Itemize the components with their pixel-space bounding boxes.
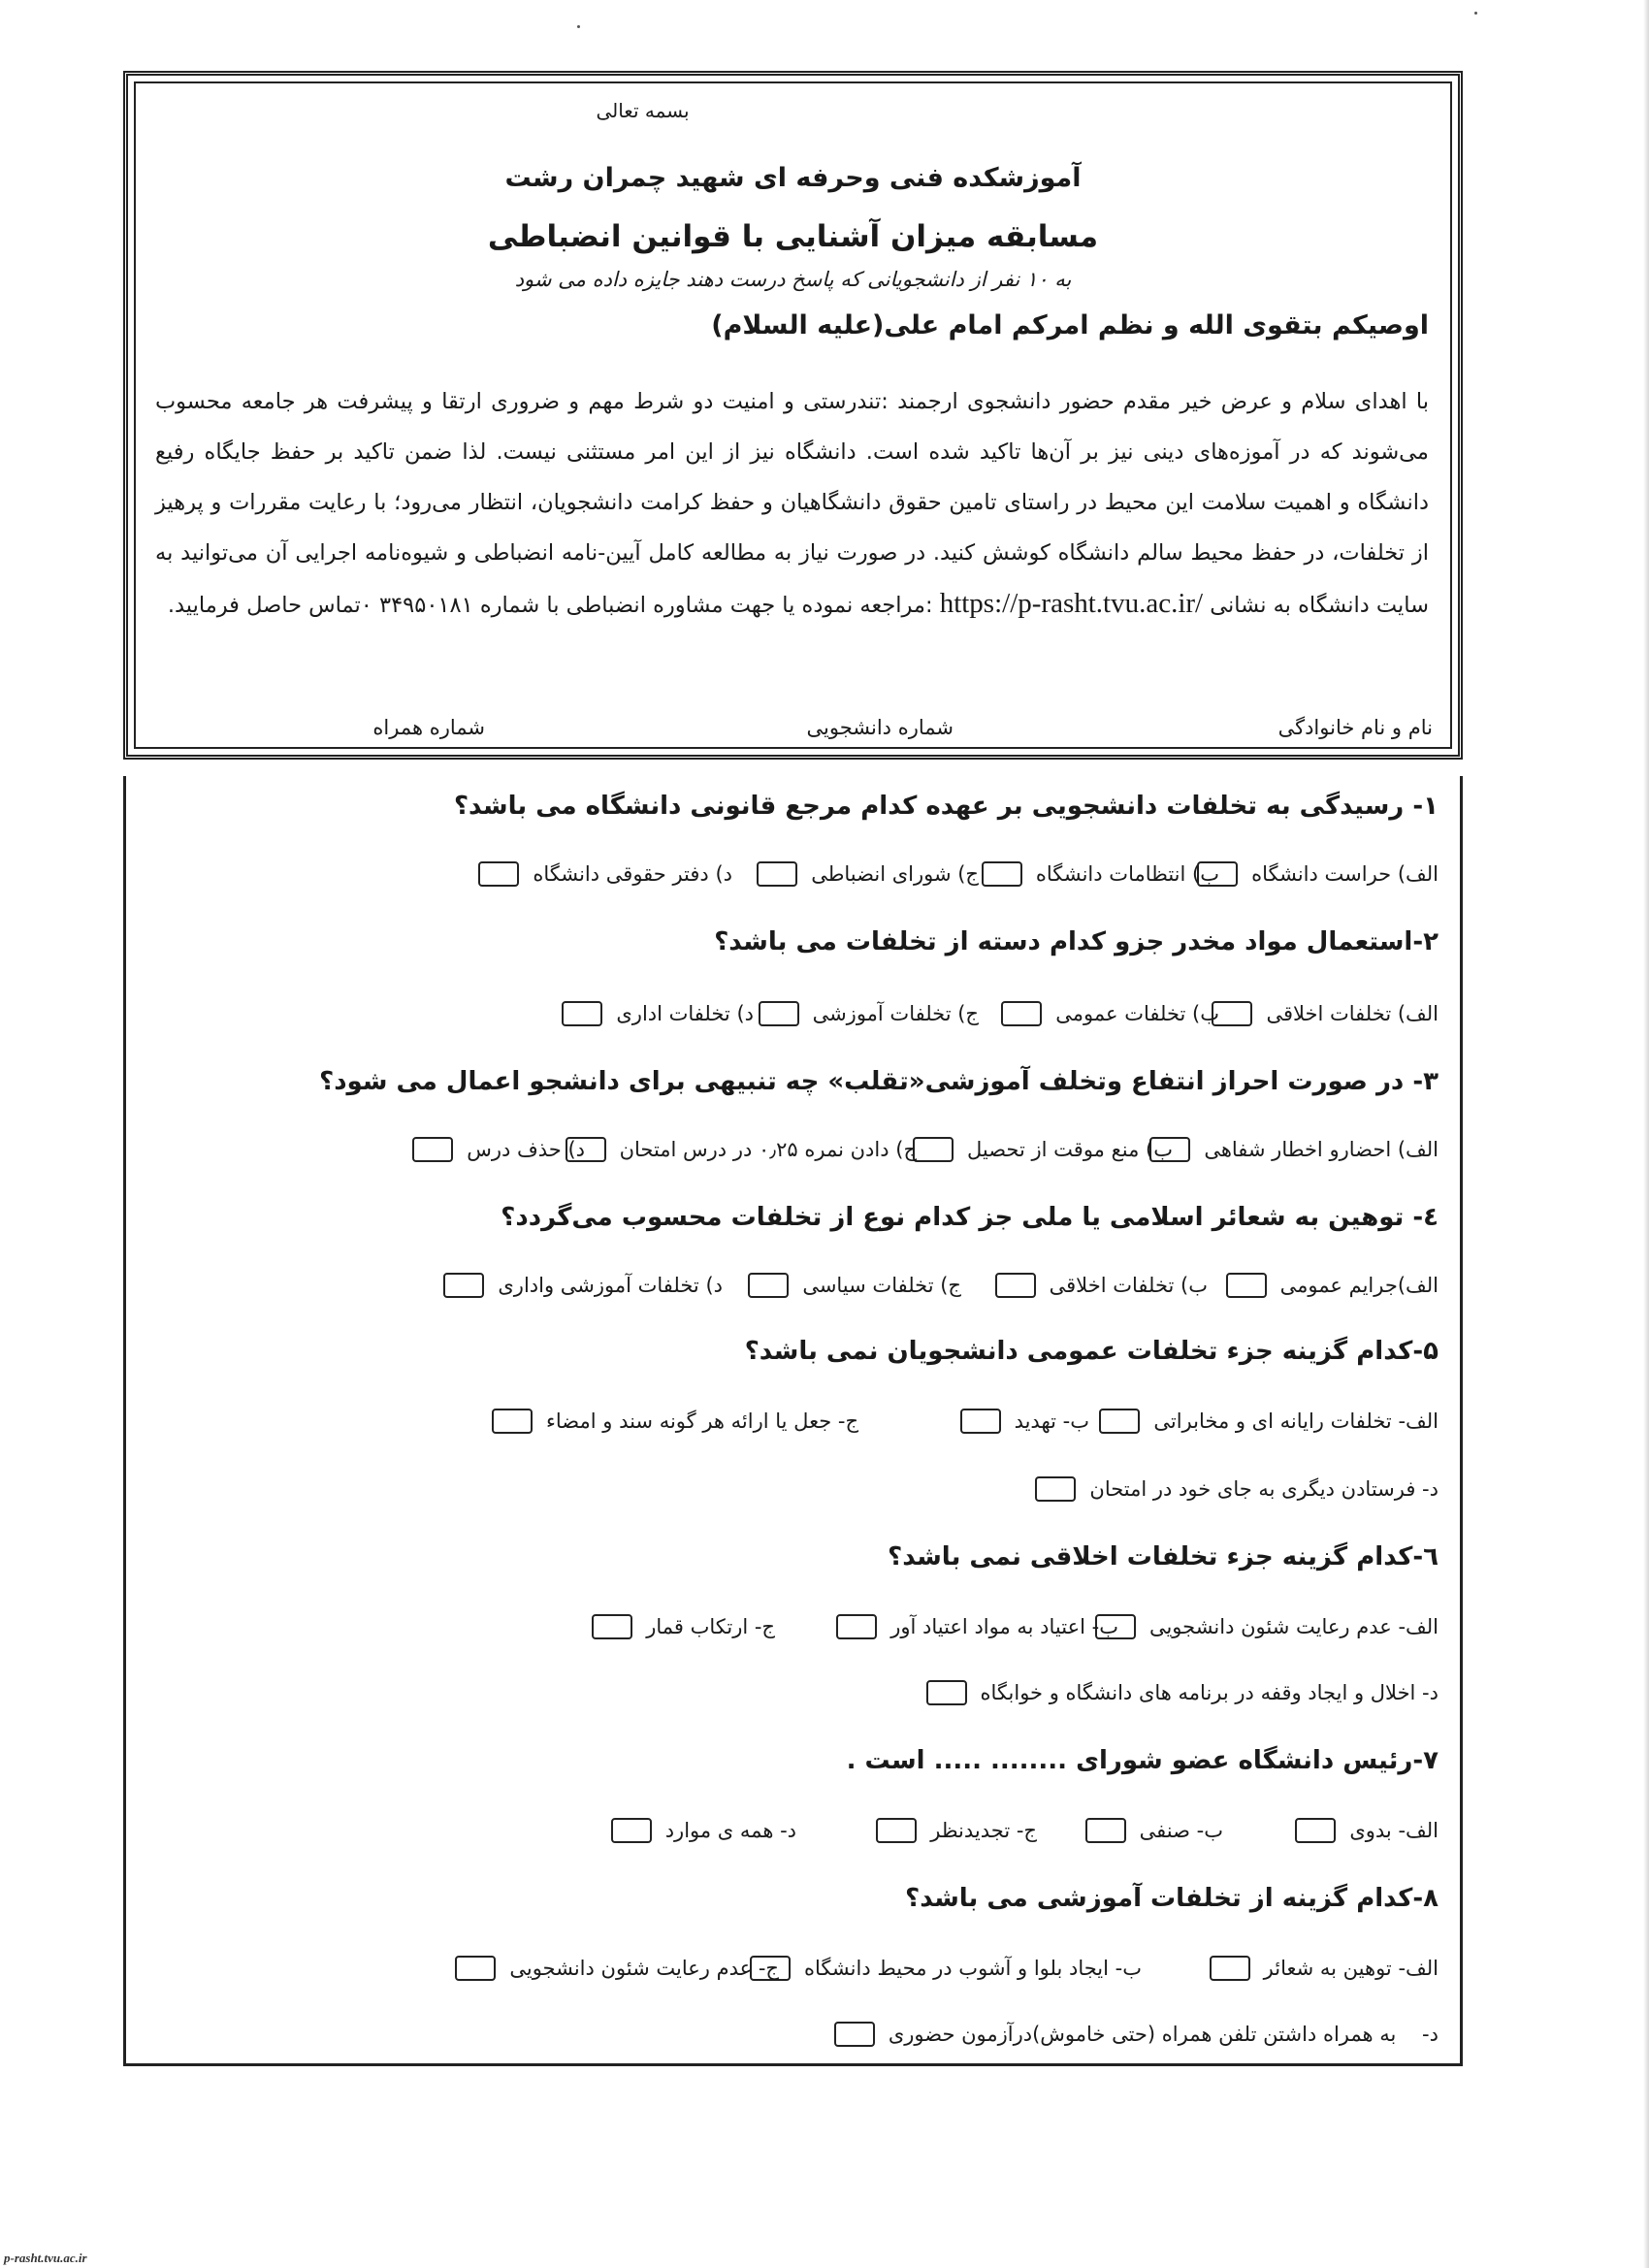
option-label: الف- توهین به شعائر [1263, 1957, 1439, 1980]
question-4-option-c[interactable] [748, 1273, 961, 1298]
answer-checkbox[interactable] [913, 1137, 954, 1162]
option-label: د- همه ی موارد [664, 1819, 796, 1842]
answer-checkbox[interactable] [443, 1273, 484, 1298]
option-label: الف)جرایم عمومی [1279, 1274, 1439, 1297]
question-3-title: ۳- در صورت احراز انتفاع وتخلف آموزشی«تقلب» چه تنبیهی برای دانشجو اعمال می شود؟ [319, 1067, 1439, 1096]
question-3-option-d[interactable] [412, 1137, 585, 1162]
answer-checkbox[interactable] [611, 1818, 652, 1843]
answer-checkbox[interactable] [876, 1818, 917, 1843]
answer-checkbox[interactable] [1295, 1818, 1336, 1843]
question-6-option-c[interactable] [592, 1614, 775, 1639]
question-3-option-a[interactable] [1149, 1137, 1439, 1162]
option-label: ج) دادن نمره ۰٫۲۵ در درس امتحان [619, 1138, 917, 1161]
question-7-option-a[interactable] [1295, 1818, 1439, 1843]
answer-checkbox[interactable] [757, 861, 797, 887]
question-4-option-a[interactable] [1226, 1273, 1439, 1298]
answer-checkbox[interactable] [836, 1614, 877, 1639]
answer-checkbox[interactable] [478, 861, 519, 887]
option-label: ب- اعتیاد به مواد اعتیاد آور [890, 1615, 1118, 1638]
question-3-option-c[interactable] [566, 1137, 917, 1162]
question-5-title: ۵-کدام گزینه جزء تخلفات عمومی دانشجویان نمی باشد؟ [744, 1337, 1439, 1366]
question-7-title: ۷-رئیس دانشگاه عضو شورای ........ ..... است . [846, 1746, 1439, 1775]
option-label: الف) حراست دانشگاه [1251, 862, 1439, 886]
field-name-label: نام و نام خانوادگی [1277, 716, 1433, 739]
answer-checkbox[interactable] [960, 1409, 1001, 1434]
intro-text-part2: :مراجعه نموده یا جهت مشاوره انضباطی با شماره ۳۴۹۵۰۱۸۱ ۰تماس حاصل فرمایید. [167, 593, 933, 618]
answer-checkbox[interactable] [834, 2022, 875, 2047]
question-8-title: ۸-کدام گزینه از تخلفات آموزشی می باشد؟ [905, 1884, 1439, 1913]
answer-checkbox[interactable] [562, 1001, 602, 1026]
question-7-option-c[interactable] [876, 1818, 1037, 1843]
option-label: د- فرستادن دیگری به جای خود در امتحان [1089, 1477, 1439, 1501]
prize-note: به ۱۰ نفر از دانشجویانی که پاسخ درست دهند جایزه داده می شود [514, 268, 1072, 291]
question-1-option-a[interactable] [1197, 861, 1439, 887]
answer-checkbox[interactable] [1035, 1476, 1076, 1502]
question-5-option-c[interactable] [492, 1409, 858, 1434]
scan-edge [1643, 0, 1649, 2268]
question-2-option-b[interactable] [1001, 1001, 1219, 1026]
question-4-title: ٤- توهین به شعائر اسلامی یا ملی جز کدام نوع از تخلفات محسوب می‌گردد؟ [501, 1203, 1439, 1232]
option-label: ب- صنفی [1139, 1819, 1223, 1842]
question-6-option-b[interactable] [836, 1614, 1118, 1639]
answer-checkbox[interactable] [412, 1137, 453, 1162]
scan-speck [577, 25, 580, 28]
answer-checkbox[interactable] [748, 1273, 789, 1298]
option-label: الف) احضارو اخطار شفاهی [1204, 1138, 1439, 1161]
question-6-option-a[interactable] [1095, 1614, 1439, 1639]
question-2-option-d[interactable] [562, 1001, 754, 1026]
option-label: الف- تخلفات رایانه ای و مخابراتی [1153, 1409, 1439, 1433]
option-label: د) تخلفات اداری [616, 1002, 754, 1025]
answer-checkbox[interactable] [759, 1001, 799, 1026]
question-1-title: ۱- رسیدگی به تخلفات دانشجویی بر عهده کدام مرجع قانونی دانشگاه می باشد؟ [453, 792, 1439, 821]
answer-checkbox[interactable] [1210, 1956, 1250, 1981]
question-2-option-a[interactable] [1212, 1001, 1439, 1026]
question-8-option-a[interactable] [1210, 1956, 1439, 1981]
field-student-id-label: شماره دانشجویی [806, 716, 954, 739]
question-3-option-b[interactable] [913, 1137, 1173, 1162]
question-1-option-c[interactable] [757, 861, 979, 887]
option-label: الف) تخلفات اخلاقی [1266, 1002, 1439, 1025]
option-label: ب) منع موقت از تحصیل [966, 1138, 1173, 1161]
answer-checkbox[interactable] [455, 1956, 496, 1981]
option-label: ج) تخلفات سیاسی [802, 1274, 961, 1297]
option-label: ج- ارتکاب قمار [646, 1615, 775, 1638]
answer-checkbox[interactable] [1001, 1001, 1042, 1026]
answer-checkbox[interactable] [492, 1409, 533, 1434]
field-phone-label: شماره همراه [372, 716, 485, 739]
answer-checkbox[interactable] [1099, 1409, 1140, 1434]
option-label: د) تخلفات آموزشی واداری [498, 1274, 723, 1297]
option-label: د) حذف درس [467, 1138, 585, 1161]
header-inner-frame [134, 81, 1452, 749]
question-5-option-a[interactable] [1099, 1409, 1439, 1434]
intro-text-part1: با اهدای سلام و عرض خیر مقدم حضور دانشجوی ارجمند :تندرستی و امنیت دو شرط مهم و ضروری ارتقا و پیشرفت هر جامعه محسوب می‌شوند که در آموزه‌های دینی نیز بر آن‌ها تاکید شده است. دانشگاه نیز از این امر مستثنی نیست. لذا ضمن تاکید بر حفظ جایگاه رفیع دانشگاه و اهمیت سلامت این محیط در راستای تامین حقوق دانشگاهیان و حفظ کرامت دانشجویان، انتظار می‌رود؛ با رعایت مقررات و پرهیز از تخلفات، در حفظ محیط سالم دانشگاه کوشش کنید. در صورت نیاز به مطالعه کامل آیین-نامه انضباطی و شیوه‌نامه اجرایی آن می‌توانید به سایت دانشگاه به نشانی [155, 389, 1429, 618]
answer-checkbox[interactable] [982, 861, 1022, 887]
institute-name: آموزشکده فنی وحرفه ای شهید چمران رشت [504, 163, 1082, 193]
question-4-option-b[interactable] [995, 1273, 1208, 1298]
answer-checkbox[interactable] [926, 1680, 967, 1705]
question-1-option-d[interactable] [478, 861, 732, 887]
option-label: ب- ایجاد بلوا و آشوب در محیط دانشگاه [803, 1957, 1142, 1980]
option-label: ج- جعل یا ارائه هر گونه سند و امضاء [546, 1409, 858, 1433]
question-8-option-d[interactable] [834, 2022, 1439, 2047]
question-7-option-d[interactable] [611, 1818, 796, 1843]
option-label: الف- بدوی [1349, 1819, 1439, 1842]
question-6-option-d[interactable] [926, 1680, 1439, 1705]
option-label: ب) انتظامات دانشگاه [1035, 862, 1219, 886]
option-label: ج- تجدیدنظر [930, 1819, 1037, 1842]
question-8-option-c[interactable] [455, 1956, 779, 1981]
question-1-option-b[interactable] [982, 861, 1219, 887]
option-label: ج) شورای انضباطی [811, 862, 979, 886]
option-label: د) دفتر حقوقی دانشگاه [533, 862, 732, 886]
scan-speck [1474, 12, 1477, 15]
option-label: ب) تخلفات عمومی [1055, 1002, 1219, 1025]
option-label: ب) تخلفات اخلاقی [1049, 1274, 1208, 1297]
answer-checkbox[interactable] [1226, 1273, 1267, 1298]
intro-paragraph [155, 376, 1429, 631]
question-2-option-c[interactable] [759, 1001, 979, 1026]
answer-checkbox[interactable] [995, 1273, 1036, 1298]
question-8-option-b[interactable] [750, 1956, 1142, 1981]
option-label: ج- عدم رعایت شئون دانشجویی [509, 1957, 779, 1980]
imam-ali-quote: اوصیکم بتقوی الله و نظم امرکم امام علی(علیه السلام) [711, 310, 1429, 340]
basmala: بسمه تعالی [596, 99, 690, 122]
answer-checkbox[interactable] [592, 1614, 632, 1639]
question-6-title: ٦-کدام گزینه جزء تخلفات اخلاقی نمی باشد؟ [888, 1542, 1439, 1571]
questions-section [123, 776, 1463, 2066]
question-5-option-b[interactable] [960, 1409, 1089, 1434]
option-label: ب- تهدید [1014, 1409, 1089, 1433]
option-label: ج) تخلفات آموزشی [812, 1002, 979, 1025]
question-2-title: ۲-استعمال مواد مخدر جزو کدام دسته از تخلفات می باشد؟ [714, 927, 1439, 956]
header-box [123, 71, 1463, 760]
option-label: د- اخلال و ایجاد وقفه در برنامه های دانشگاه و خوابگاه [980, 1681, 1439, 1704]
option-label: د- به همراه داشتن تلفن همراه (حتی خاموش)درآزمون حضوری [888, 2023, 1439, 2046]
question-4-option-d[interactable] [443, 1273, 723, 1298]
option-label: الف- عدم رعایت شئون دانشجویی [1148, 1615, 1439, 1638]
question-5-option-d[interactable] [1035, 1476, 1439, 1502]
question-7-option-b[interactable] [1085, 1818, 1223, 1843]
contest-title: مسابقه میزان آشنایی با قوانین انضباطی [487, 219, 1099, 254]
footer-site-tag: p-rasht.tvu.ac.ir [4, 2251, 87, 2265]
university-website-link[interactable]: https://p-rasht.tvu.ac.ir/ [939, 588, 1204, 619]
answer-checkbox[interactable] [1085, 1818, 1126, 1843]
